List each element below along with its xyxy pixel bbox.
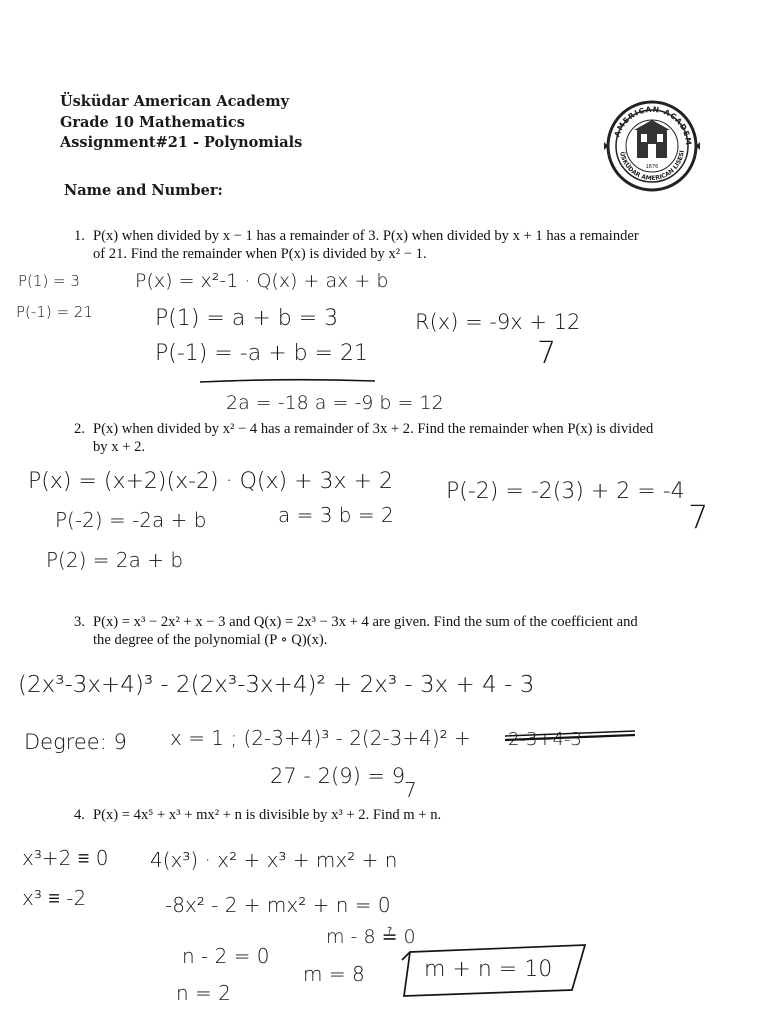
svg-text:AMERICAN ACADEMY: AMERICAN ACADEM <box>612 104 694 147</box>
handwritten-note: 2-3+4-3 <box>508 729 582 750</box>
handwritten-note: P(1) = 3 <box>18 272 80 290</box>
handwritten-note: P(x) = (x+2)(x-2) · Q(x) + 3x + 2 <box>28 469 393 494</box>
handwritten-note: P(-2) = -2a + b <box>55 508 207 532</box>
school-name: Üsküdar American Academy <box>60 93 290 110</box>
question-line-1: P(x) when divided by x − 1 has a remainder of 3. P(x) when divided by x + 1 has a remainder <box>93 228 639 244</box>
handwritten-note: P(-1) = 21 <box>16 303 93 321</box>
question-line-2: of 21. Find the remainder when P(x) is divided by x² − 1. <box>93 246 427 262</box>
handwritten-note: m = 8 <box>303 962 365 986</box>
handwritten-note: x = 1 ; (2-3+4)³ - 2(2-3+4)² + <box>170 726 471 750</box>
handwritten-note: m - 8 ≟ 0 <box>326 926 416 948</box>
handwritten-note: -8x² - 2 + mx² + n = 0 <box>165 893 391 917</box>
question-number: 4. <box>74 807 85 823</box>
handwritten-note: 2a = -18 a = -9 b = 12 <box>226 392 444 414</box>
question-line-2: by x + 2. <box>93 439 146 455</box>
handwritten-note: 7 <box>404 778 417 802</box>
handwritten-note: 7 <box>688 498 709 536</box>
question-line-2: the degree of the polynomial (P ∘ Q)(x). <box>93 632 328 648</box>
question-line-1: P(x) when divided by x² − 4 has a remainder of 3x + 2. Find the remainder when P(x) is divided <box>93 421 654 437</box>
handwritten-note: P(1) = a + b = 3 <box>155 306 339 331</box>
handwritten-note: n = 2 <box>176 981 231 1005</box>
handwritten-note: 27 - 2(9) = 9 <box>270 764 406 788</box>
question-number: 2. <box>74 421 85 437</box>
question-number: 3. <box>74 614 85 630</box>
handwritten-note: n - 2 = 0 <box>182 944 270 968</box>
handwritten-note: x³ ≡ -2 <box>22 886 87 910</box>
handwritten-note: x³+2 ≡ 0 <box>22 846 109 870</box>
svg-text:1876: 1876 <box>645 164 659 170</box>
handwritten-note: 4(x³) · x² + x³ + mx² + n <box>150 848 398 872</box>
handwritten-note: m + n = 10 <box>424 957 553 982</box>
question-line-1: P(x) = x³ − 2x² + x − 3 and Q(x) = 2x³ − 3x + 4 are given. Find the sum of the coefficient and <box>93 614 638 630</box>
handwritten-note: P(-1) = -a + b = 21 <box>155 341 369 366</box>
answer-box-stroke <box>402 945 585 996</box>
handwritten-note: P(x) = x²-1 · Q(x) + ax + b <box>135 270 389 292</box>
handwritten-note: R(x) = -9x + 12 <box>415 310 581 334</box>
handwritten-note: Degree: 9 <box>24 730 127 754</box>
svg-text:ÜSKÜDAR AMERICAN LISESI: ÜSKÜDAR AMERICAN LISESI <box>618 149 686 183</box>
handwritten-note: P(2) = 2a + b <box>46 548 184 572</box>
question-line-1: P(x) = 4x⁵ + x³ + mx² + n is divisible by x³ + 2. Find m + n. <box>93 807 442 823</box>
handwritten-note: P(-2) = -2(3) + 2 = -4 <box>446 479 685 504</box>
name-number-label: Name and Number: <box>64 182 223 199</box>
underline-stroke <box>200 380 375 382</box>
course-name: Grade 10 Mathematics <box>60 113 245 131</box>
handwritten-note: 7 <box>537 336 557 371</box>
handwritten-note: a = 3 b = 2 <box>278 503 394 527</box>
assignment-title: Assignment#21 - Polynomials <box>60 134 303 151</box>
question-number: 1. <box>74 228 85 244</box>
handwritten-note: (2x³-3x+4)³ - 2(2x³-3x+4)² + 2x³ - 3x + 4 - 3 <box>18 672 535 698</box>
